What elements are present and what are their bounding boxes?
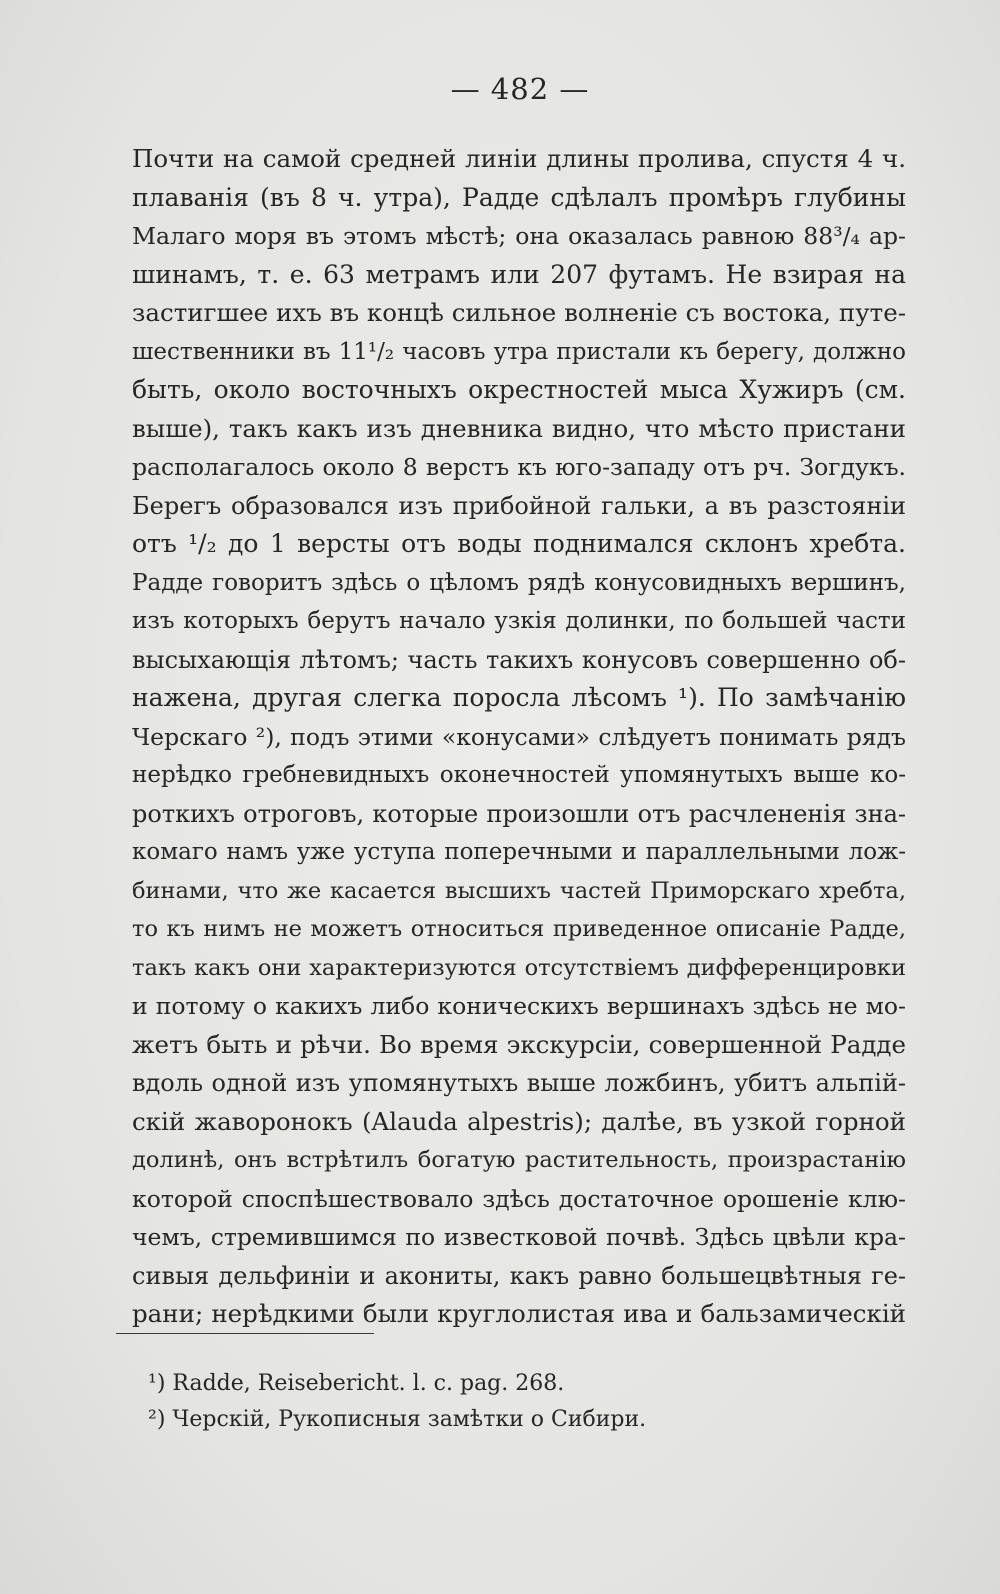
text-line: комаго намъ уже уступа поперечными и параллельными лож- <box>132 839 906 865</box>
text-line: шинамъ, т. е. 63 метрамъ или 207 футамъ. Не взирая на <box>132 259 906 289</box>
text-line: отъ ¹/₂ до 1 версты отъ воды поднимался склонъ хребта. <box>132 529 906 558</box>
text-line: Радде говоритъ здѣсь о цѣломъ рядѣ конусовидныхъ вершинъ, <box>132 569 906 596</box>
text-line: рани; нерѣдкими были круглолистая ива и бальзамическій <box>132 1299 906 1328</box>
text-line: Почти на самой средней линіи длины пролива, спустя 4 ч. <box>132 144 906 173</box>
text-line: быть, около восточныхъ окрестностей мыса Хужиръ (см. <box>132 375 906 404</box>
text-line: плаванія (въ 8 ч. утра), Радде сдѣлалъ промѣръ глубины <box>132 182 906 212</box>
text-line: вдоль одной изъ упомянутыхъ выше ложбинъ, убитъ альпій- <box>132 1069 906 1097</box>
footnote-2: ²) Черскій, Рукописныя замѣтки о Сибири. <box>148 1407 647 1432</box>
text-line: роткихъ отроговъ, которые произошли отъ расчлененія зна- <box>132 799 906 828</box>
page-number: — 482 — <box>450 72 590 106</box>
footnote-divider <box>116 1333 374 1334</box>
body-text <box>132 140 906 1334</box>
text-line: бинами, что же касается высшихъ частей Приморскаго хребта, <box>132 877 906 904</box>
text-line: жетъ быть и рѣчи. Во время экскурсіи, совершенной Радде <box>132 1029 906 1059</box>
text-line: нерѣдко гребневидныхъ оконечностей упомянутыхъ выше ко- <box>132 762 906 788</box>
text-line: высыхающія лѣтомъ; часть такихъ конусовъ совершенно об- <box>132 645 906 674</box>
text-line: и потому о какихъ либо коническихъ вершинахъ здѣсь не мо- <box>132 992 906 1020</box>
text-line: шественники въ 11¹/₂ часовъ утра пристали къ берегу, должно <box>132 338 906 365</box>
text-line: то къ нимъ не можетъ относиться приведенное описаніе Радде, <box>132 916 906 942</box>
text-line: Малаго моря въ этомъ мѣстѣ; она оказалась равною 88³/₄ ар- <box>132 222 906 250</box>
footnote-1: ¹) Radde, Reisebericht. l. c. pag. 268. <box>148 1371 565 1396</box>
text-line: нажена, другая слегка поросла лѣсомъ ¹). По замѣчанію <box>132 683 906 712</box>
text-line: застигшее ихъ въ концѣ сильное волненіе съ востока, путе- <box>132 298 906 327</box>
text-line: выше), такъ какъ изъ дневника видно, что мѣсто пристани <box>132 413 906 443</box>
text-line: изъ которыхъ берутъ начало узкія долинки, по большей части <box>132 608 906 634</box>
text-line: долинѣ, онъ встрѣтилъ богатую растительность, произрастанію <box>132 1147 906 1173</box>
text-line: Черскаго ²), подъ этими «конусами» слѣдуетъ понимать рядъ <box>132 722 906 751</box>
text-line: такъ какъ они характеризуются отсутствіемъ дифференцировки <box>132 954 906 981</box>
text-line: скій жаворонокъ (Alauda alpestris); далѣе, въ узкой горной <box>132 1106 906 1136</box>
text-line: сивыя дельфиніи и акониты, какъ равно большецвѣтныя ге- <box>132 1261 906 1290</box>
text-line: которой споспѣшествовало здѣсь достаточное орошеніе клю- <box>132 1184 906 1213</box>
text-line: располагалось около 8 верстъ къ юго-западу отъ рч. Зогдукъ. <box>132 453 906 481</box>
footnotes <box>148 1366 646 1438</box>
text-line: чемъ, стремившимся по известковой почвѣ. Здѣсь цвѣли кра- <box>132 1223 906 1251</box>
text-line: Берегъ образовался изъ прибойной гальки, а въ разстояніи <box>132 491 906 520</box>
